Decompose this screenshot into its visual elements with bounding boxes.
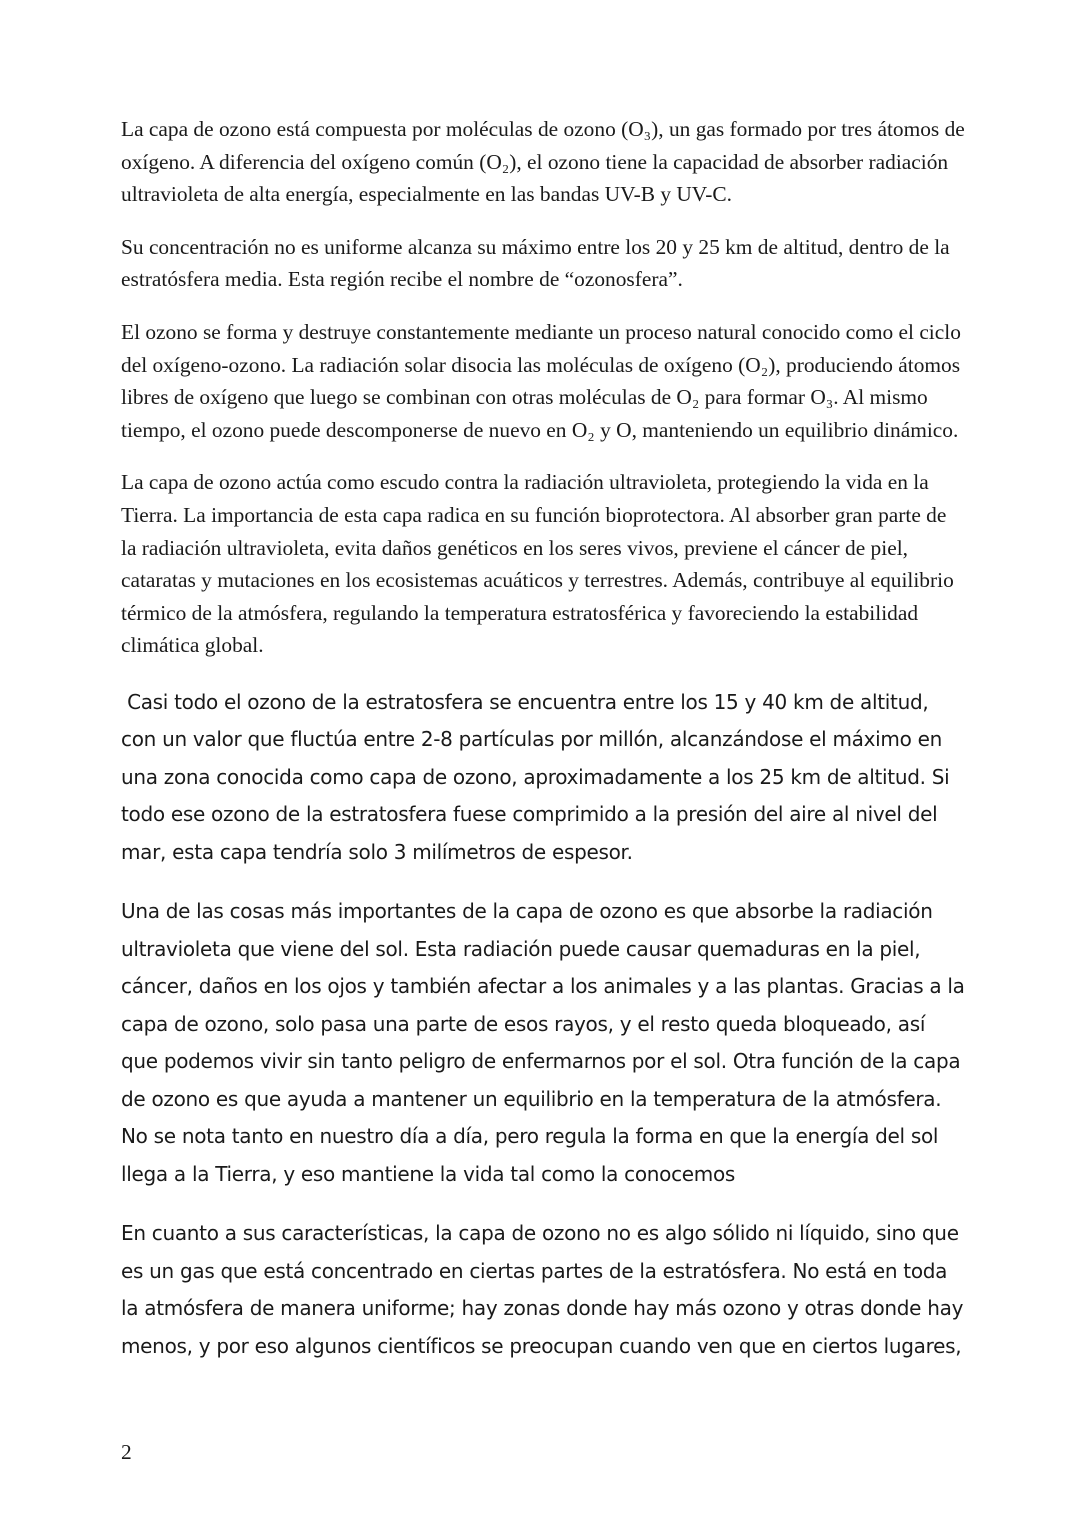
paragraph-ozone-concentration: Su concentración no es uniforme alcanza su máximo entre los 20 y 25 km de altitud, dentro de la estratósfera media. Esta región recibe el nombre de “ozonosfera”. xyxy=(121,234,950,292)
document-body xyxy=(121,113,966,1385)
paragraph-oxygen-ozone-cycle: El ozono se forma y destruye constantemente mediante un proceso natural conocido como el ciclo del oxígeno-ozono. La radiación solar disocia las moléculas de oxígeno (O₂), produciendo átomos libres de oxígeno que luego se combinan con otras moléculas de O₂ para formar O₃. Al mismo tiempo, el ozono puede descomponerse de nuevo en O₂ y O, manteniendo un equilibrio dinámico. xyxy=(121,319,961,442)
paragraph-ozone-composition: La capa de ozono está compuesta por moléculas de ozono (O₃), un gas formado por tres átomos de oxígeno. A diferencia del oxígeno común (O₂), el ozono tiene la capacidad de absorber radiación ultravioleta de alta energía, especialmente en las bandas UV-B y UV-C. xyxy=(121,117,965,207)
paragraph-uv-absorption: Una de las cosas más importantes de la capa de ozono es que absorbe la radiación ultravioleta que viene del sol. Esta radiación puede causar quemaduras en la piel, cáncer, daños en los ojos y también afectar a los animales y a las plantas. Gracias a la capa de ozono, solo pasa una parte de esos rayos, y el resto queda bloqueado, así que podemos vivir sin tanto peligro de enfermarnos por el sol. Otra función de la capa de ozono es que ayuda a mantener un equilibrio en la temperatura de la atmósfera. No se nota tanto en nuestro día a día, pero regula la forma en que la energía del sol llega a la Tierra, y eso mantiene la vida tal como la conocemos xyxy=(121,899,965,1186)
paragraph-bioprotective-function: La capa de ozono actúa como escudo contra la radiación ultravioleta, protegiendo la vida en la Tierra. La importancia de esta capa radica en su función bioprotectora. Al absorber gran parte de la radiación ultravioleta, evita daños genéticos en los seres vivos, previene el cáncer de piel, cataratas y mutaciones en los ecosistemas acuáticos y terrestres. Además, contribuye al equilibrio térmico de la atmósfera, regulando la temperatura estratosférica y favoreciendo la estabilidad climática global. xyxy=(121,470,954,658)
page-number: 2 xyxy=(121,1440,132,1464)
paragraph-characteristics: En cuanto a sus características, la capa de ozono no es algo sólido ni líquido, sino que es un gas que está concentrado en ciertas partes de la estratósfera. No está en toda la atmósfera de manera uniforme; hay zonas donde hay más ozono y otras donde hay menos, y por eso algunos científicos se preocupan cuando ven que en ciertos lugares, xyxy=(121,1221,964,1358)
paragraph-stratosphere-altitude: Casi todo el ozono de la estratosfera se encuentra entre los 15 y 40 km de altitud, con un valor que fluctúa entre 2-8 partículas por millón, alcanzándose el máximo en una zona conocida como capa de ozono, aproximadamente a los 25 km de altitud. Si todo ese ozono de la estratosfera fuese comprimido a la presión del aire al nivel del mar, esta capa tendría solo 3 milímetros de espesor. xyxy=(121,689,956,864)
